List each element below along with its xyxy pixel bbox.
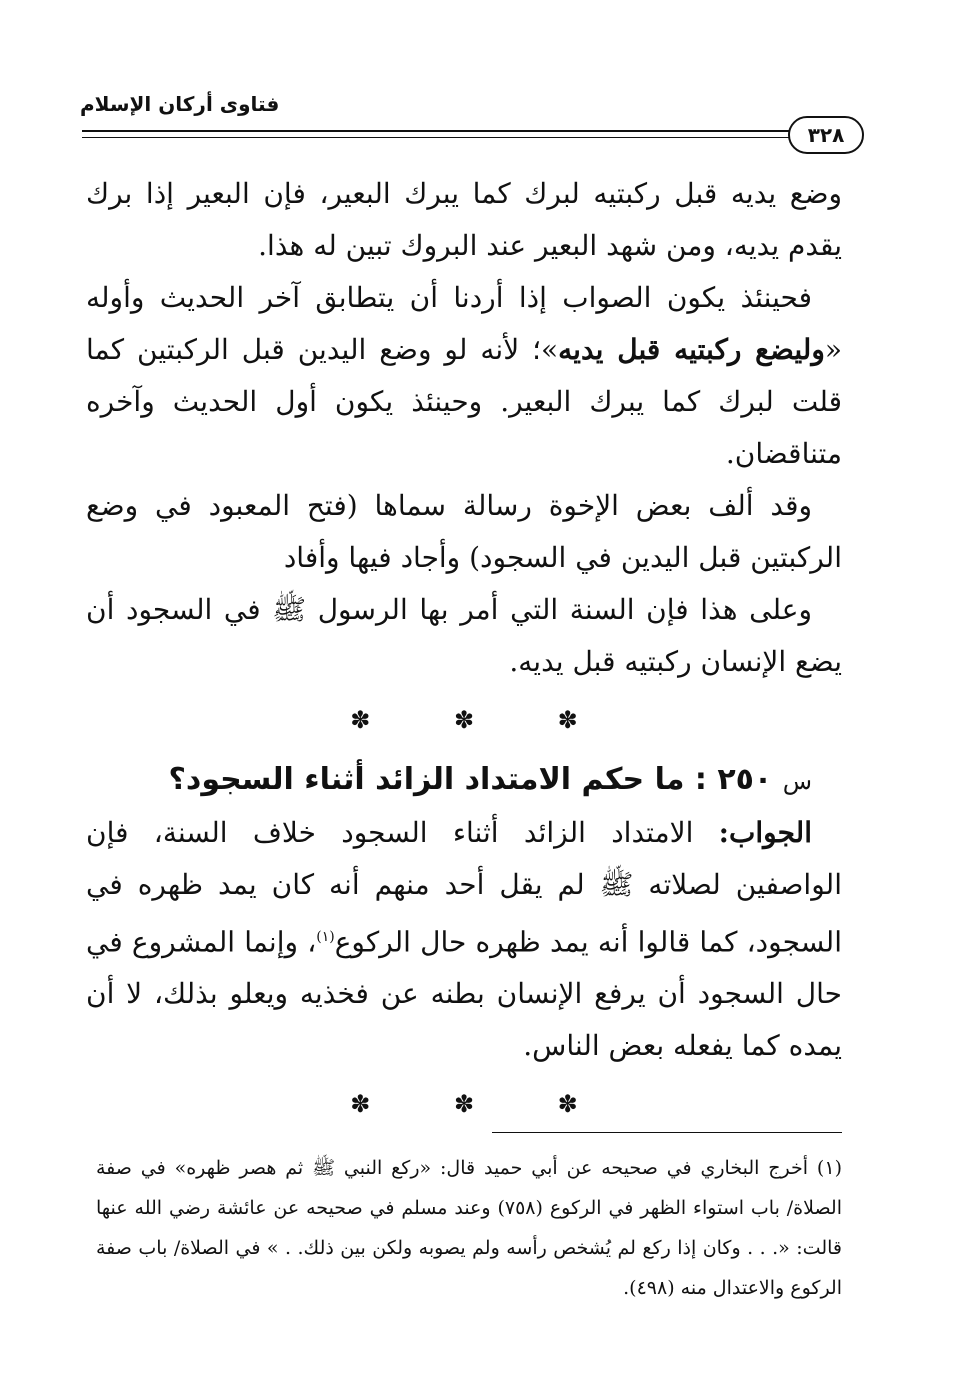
answer-label: الجواب: (718, 816, 812, 849)
paragraph: وعلى هذا فإن السنة التي أمر بها الرسول ﷺ في السجود أن يضع الإنسان ركبتيه قبل يديه. (86, 593, 842, 678)
paragraph (86, 272, 842, 480)
question-text: : ما حكم الامتداد الزائد أثناء السجود؟ (168, 762, 707, 797)
footnote-ref: (١) (316, 929, 335, 945)
section-separator: ✽ ✽ ✽ (350, 706, 616, 734)
question-number: ٢٥٠ (717, 762, 773, 797)
hadith-quote: وليضع ركبتيه قبل يديه (558, 333, 825, 366)
footnotes (96, 1148, 842, 1308)
footnote: (١) أخرج البخاري في صحيحه عن أبي حميد قال: «ركع النبي ﷺ ثم هصر ظهره» في صفة الصلاة/ باب استواء الظهر في الركوع (٧٥٨) وعند مسلم في صحيحه عن عائشة رضي الله عنها قالت: «. . . وكان إذا ركع لم يُشخص رأسه ولم يصوبه ولكن بين ذلك. . » في الصلاة/ باب صفة الركوع والاعتدال منه (٤٩٨). (96, 1157, 843, 1299)
main-text (86, 168, 842, 1138)
question-marker: س (782, 767, 812, 795)
answer-text: الامتداد الزائد أثناء السجود خلاف السنة، فإن الواصفين لصلاته ﷺ لم يقل أحد منهم أنه كان يمد ظهره في السجود، كما قالوا أنه يمد ظهره حال الركوع (86, 816, 842, 959)
paragraph: وقد ألف بعض الإخوة رسالة سماها (فتح المعبود في وضع الركبتين قبل اليدين في السجود) وأجاد فيها وأفاد (86, 489, 842, 574)
page-number: ٣٢٨ (788, 116, 864, 154)
answer-text-continued: ، وإنما المشروع في حال السجود أن يرفع الإنسان بطنه عن فخذيه ويعلو بذلك، لا أن يمده كما يفعله بعض الناس. (86, 925, 842, 1063)
header-rule (82, 130, 792, 132)
section-separator: ✽ ✽ ✽ (350, 1090, 616, 1119)
header-rule-thin (82, 137, 792, 138)
paragraph: وضع يديه قبل ركبتيه لبرك كما يبرك البعير، فإن البعير إذا برك يقدم يديه، ومن شهد البعير عند البروك تبين له هذا. (86, 177, 842, 262)
paragraph-text: »؛ لأنه لو وضع اليدين قبل الركبتين كما قلت لبرك كما يبرك البعير. وحينئذ يكون أول الحديث وآخره متناقضان. (86, 333, 842, 470)
running-title: فتاوى أركان الإسلام (80, 92, 280, 116)
paragraph-text: فحينئذ يكون الصواب إذا أردنا أن يتطابق آخر الحديث وأوله « (86, 281, 842, 366)
footnote-rule (492, 1132, 842, 1133)
answer-paragraph (86, 807, 842, 1072)
question-heading (86, 754, 842, 807)
